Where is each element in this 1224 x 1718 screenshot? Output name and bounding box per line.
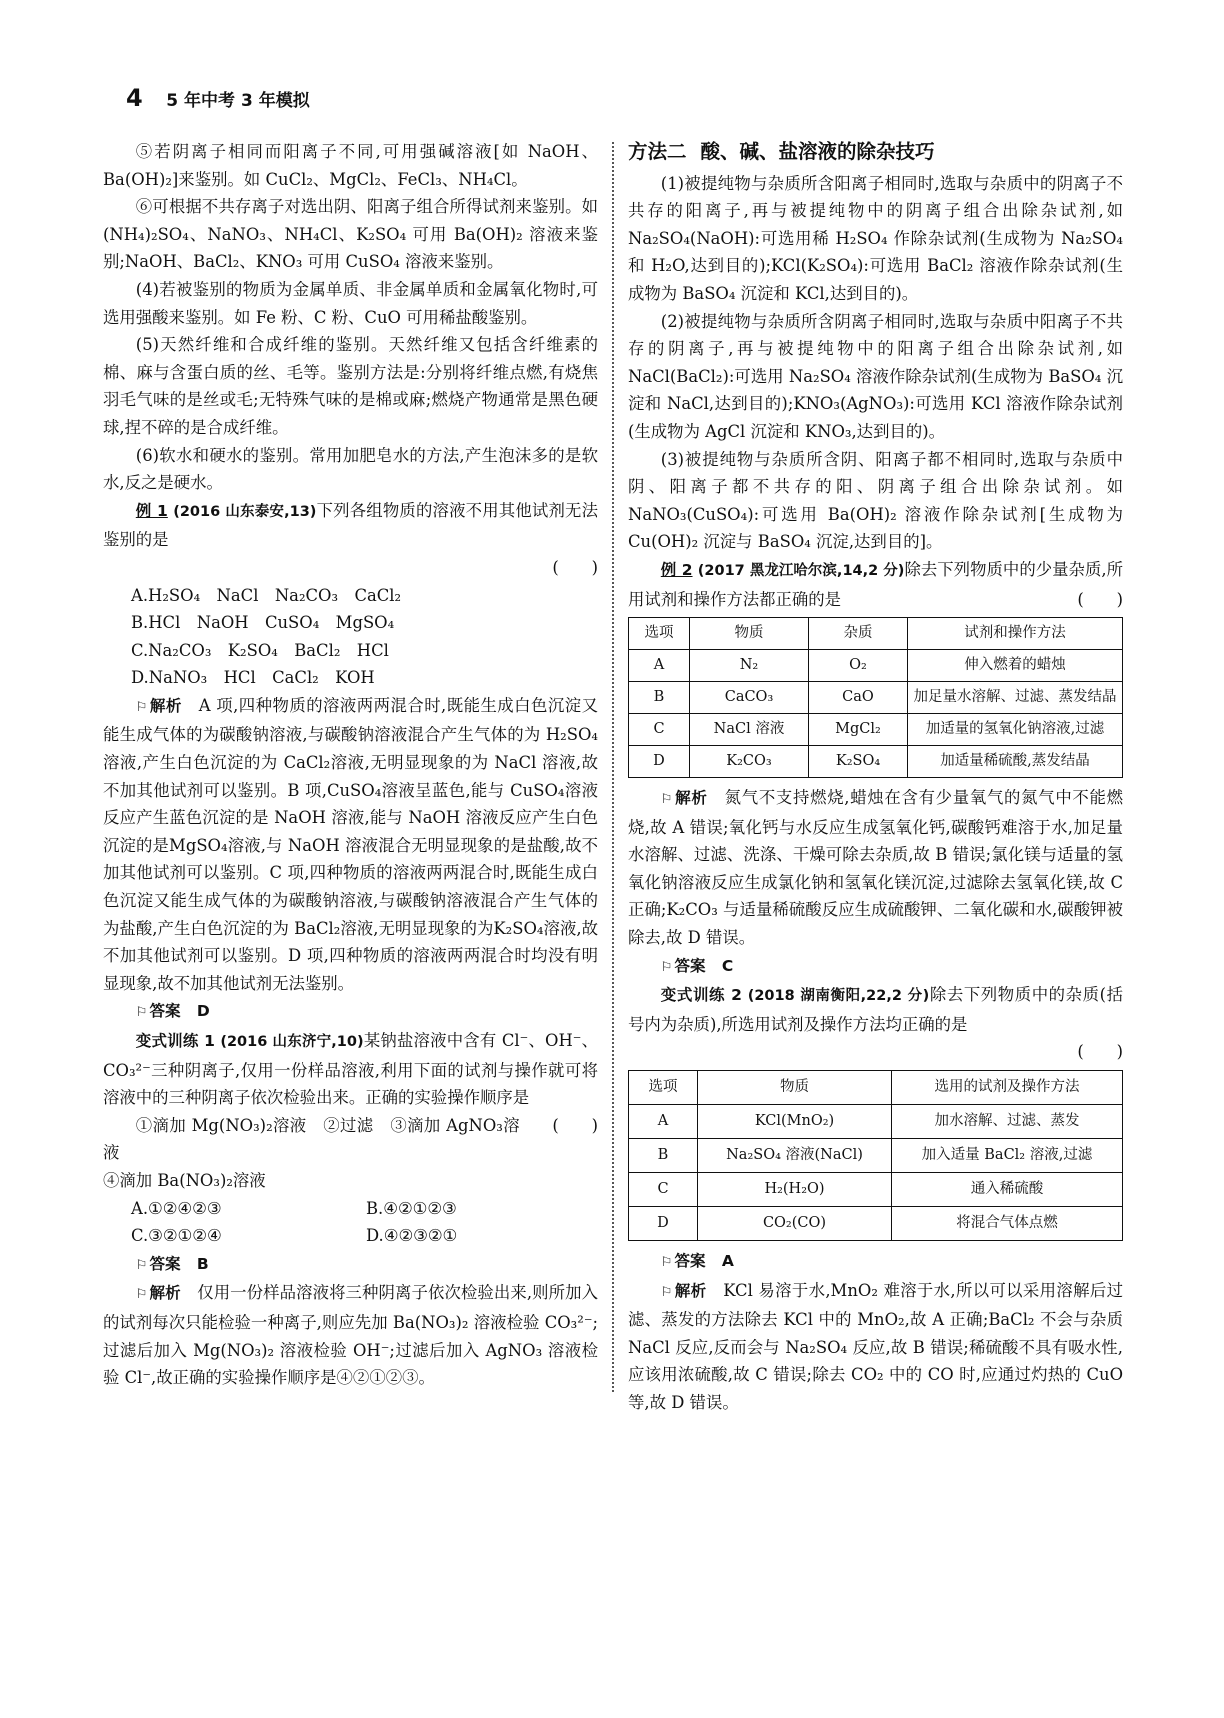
analysis-text: A 项,四种物质的溶液两两混合时,既能生成白色沉淀又能生成气体的为碳酸钠溶液,与碳酸钠溶液混合产生气体的为 H₂SO₄溶液,产生白色沉淀的为 CaCl₂溶液,无明显现象的为 NaCl 溶液,故不加其他试剂可以鉴别。B 项,CuSO₄溶液呈蓝色,能与 CuSO₄溶液反应产生蓝色沉淀的是 NaOH 溶液,能与 NaOH 溶液反应产生白色沉淀的是MgSO₄溶液,与 NaOH 溶液混合无明显现象的是盐酸,故不加其他试剂可以鉴别。C 项,四种物质的溶液两两混合时,既能生成白色沉淀又能生成气体的为碳酸钠溶液,与碳酸钠溶液混合产生气体的为盐酸,产生白色沉淀的为 BaCl₂溶液,无明显现象的为K₂SO₄溶液,故不加其他试剂可以鉴别。D 项,四种物质的溶液两两混合时均没有明显现象,故不加其他试剂无法鉴别。: [103, 695, 598, 993]
analysis-text: KCl 易溶于水,MnO₂ 难溶于水,所以可以采用溶解后过滤、蒸发的方法除去 KCl 中的 MnO₂,故 A 正确;BaCl₂ 不会与杂质 NaCl 反应,反而会与 Na₂SO₄ 反应,故 B 错误;稀硫酸不具有吸水性,应该用浓硫酸,故 C 错误;除去 CO₂ 中的 CO 时,应通过灼热的 CuO 等,故 D 错误。: [628, 1280, 1123, 1412]
answer-paren-row: [628, 1038, 1123, 1066]
option-c: C.③②①②④: [131, 1226, 222, 1246]
answer-value: D: [196, 1002, 210, 1021]
training-2-table: [628, 1070, 1123, 1241]
analysis-label: ⚐ 解析: [661, 789, 708, 807]
table-cell: 将混合气体点燃: [892, 1207, 1123, 1241]
answer-paren: ( ): [552, 557, 598, 577]
training-2-analysis: [628, 1277, 1123, 1417]
section-heading: [628, 138, 1123, 166]
column-divider: [612, 142, 614, 1392]
table-cell: C: [629, 714, 690, 746]
example-label: 例 1: [135, 501, 168, 520]
option-a: A.①②④②③: [131, 1198, 222, 1218]
training-steps-1: ①滴加 Mg(NO₃)₂溶液 ②过滤 ③滴加 AgNO₃溶液: [103, 1115, 520, 1163]
table-row: [629, 1139, 1123, 1173]
method-title: 酸、碱、盐溶液的除杂技巧: [700, 140, 935, 163]
table-header-cell: 杂质: [809, 618, 908, 650]
page-number: 4: [126, 84, 143, 112]
example-1-stem: [103, 497, 598, 554]
table-cell: D: [629, 746, 690, 778]
table-cell: K₂CO₃: [690, 746, 809, 778]
table-cell: KCl(MnO₂): [698, 1105, 892, 1139]
paragraph: (6)软水和硬水的鉴别。常用加肥皂水的方法,产生泡沫多的是软水,反之是硬水。: [103, 445, 598, 493]
table-cell: B: [629, 682, 690, 714]
table-row: [629, 650, 1123, 682]
table-cell: H₂(H₂O): [698, 1173, 892, 1207]
table-header-cell: 选用的试剂及操作方法: [892, 1071, 1123, 1105]
table-cell: CaCO₃: [690, 682, 809, 714]
options-row: [103, 1222, 598, 1250]
training-question: 除去下列物质中的杂质(括号内为杂质),所选用试剂及操作方法均正确的是: [628, 985, 1123, 1034]
analysis-text: 仅用一份样品溶液将三种阴离子依次检验出来,则所加入的试剂每次只能检验一种离子,则应先加 Ba(NO₃)₂ 溶液检验 CO₃²⁻;过滤后加入 Mg(NO₃)₂ 溶液检验 OH⁻;过滤后加入 AgNO₃ 溶液检验 Cl⁻,故正确的实验操作顺序是④②①②③。: [103, 1283, 598, 1388]
table-header-cell: 选项: [629, 1071, 698, 1105]
answer-paren-row: [103, 554, 598, 582]
answer-value: B: [196, 1254, 209, 1273]
training-1-answer: [103, 1250, 598, 1280]
paragraph: (3)被提纯物与杂质所含阴、阳离子都不相同时,选取与杂质中阴、阳离子都不共存的阳、阴离子组合出除杂试剂。如 NaNO₃(CuSO₄):可选用 Ba(OH)₂ 溶液作除杂试剂[生成物为 Cu(OH)₂ 沉淀与 BaSO₄ 沉淀,达到目的]。: [628, 449, 1123, 552]
analysis-label: ⚐ 解析: [661, 1282, 707, 1300]
answer-value: C: [721, 956, 734, 975]
example-2-table: [628, 617, 1123, 778]
table-cell: 加足量水溶解、过滤、蒸发结晶: [908, 682, 1123, 714]
table-row: [629, 714, 1123, 746]
analysis-label: ⚐ 解析: [136, 697, 182, 715]
paragraph: ⑥可根据不共存离子对选出阴、阳离子组合所得试剂来鉴别。如(NH₄)₂SO₄、NaNO₃、NH₄Cl、K₂SO₄ 可用 Ba(OH)₂ 溶液来鉴别;NaOH、BaCl₂、KNO₃ 可用 CuSO₄ 溶液来鉴别。: [103, 197, 598, 272]
answer-paren: ( ): [1077, 1042, 1123, 1062]
table-cell: 伸入燃着的蜡烛: [908, 650, 1123, 682]
table-cell: CO₂(CO): [698, 1207, 892, 1241]
table-cell: A: [629, 1105, 698, 1139]
example-2-stem: [628, 556, 1123, 613]
page-header: [126, 84, 310, 112]
table-cell: Na₂SO₄ 溶液(NaCl): [698, 1139, 892, 1173]
training-2-stem: [628, 981, 1123, 1038]
table-cell: C: [629, 1173, 698, 1207]
option-c: C.Na₂CO₃ K₂SO₄ BaCl₂ HCl: [131, 640, 389, 660]
paragraph: (1)被提纯物与杂质所含阳离子相同时,选取与杂质中的阴离子不共存的阳离子,再与被提纯物中的阴离子组合出除杂试剂,如 Na₂SO₄(NaOH):可选用稀 H₂SO₄ 作除杂试剂(生成物为 Na₂SO₄ 和 H₂O,达到目的);KCl(K₂SO₄):可选用 BaCl₂ 溶液作除杂试剂(生成物为 BaSO₄ 沉淀和 KCl,达到目的)。: [628, 173, 1123, 303]
table-cell: MgCl₂: [809, 714, 908, 746]
example-label: 例 2: [660, 560, 693, 579]
table-header-cell: 物质: [690, 618, 809, 650]
method-label: 方法二: [628, 140, 687, 163]
analysis-text: 氮气不支持燃烧,蜡烛在含有少量氧气的氮气中不能燃烧,故 A 错误;氧化钙与水反应生成氢氧化钙,碳酸钙难溶于水,加足量水溶解、过滤、洗涤、干燥可除去杂质,故 B 错误;氯化镁与适量的氢氧化钠溶液反应生成氯化钠和氢氧化镁沉淀,过滤除去氢氧化镁,故 C 正确;K₂CO₃ 与适量稀硫酸反应生成硫酸钾、二氧化碳和水,碳酸钾被除去,故 D 错误。: [628, 788, 1123, 948]
example-1-analysis: [103, 692, 598, 998]
table-row: [629, 746, 1123, 778]
option-d: D.④②③②①: [366, 1226, 458, 1246]
option-b: B.HCl NaOH CuSO₄ MgSO₄: [131, 613, 395, 633]
book-title: 5 年中考 3 年模拟: [166, 91, 310, 111]
training-source: (2016 山东济宁,10): [220, 1034, 364, 1050]
options-row: [103, 1195, 598, 1223]
table-cell: 加适量的氢氧化钠溶液,过滤: [908, 714, 1123, 746]
left-column: [103, 138, 598, 1392]
example-question: 下列各组物质的溶液不用其他试剂无法鉴别的是: [103, 500, 598, 550]
paragraph: (4)若被鉴别的物质为金属单质、非金属单质和金属氧化物时,可选用强酸来鉴别。如 Fe 粉、C 粉、CuO 可用稀盐酸鉴别。: [103, 279, 598, 327]
example-source: (2016 山东泰安,13): [173, 503, 317, 520]
table-row: [629, 1207, 1123, 1241]
training-question: 某钠盐溶液中含有 Cl⁻、OH⁻、CO₃²⁻三种阴离子,仅用一份样品溶液,利用下面的试剂与操作就可将溶液中的三种阴离子依次检验出来。正确的实验操作顺序是: [103, 1031, 598, 1108]
table-cell: N₂: [690, 650, 809, 682]
example-2-answer: [628, 952, 1123, 982]
table-cell: 通入稀硫酸: [892, 1173, 1123, 1207]
paragraph: (2)被提纯物与杂质所含阴离子相同时,选取与杂质中阳离子不共存的阴离子,再与被提纯物中的阳离子组合出除杂试剂,如 NaCl(BaCl₂):可选用 Na₂SO₄ 溶液作除杂试剂(生成物为 BaSO₄ 沉淀和 NaCl,达到目的);KNO₃(AgNO₃):可选用 KCl 溶液作除杂试剂(生成物为 AgCl 沉淀和 KNO₃,达到目的)。: [628, 311, 1123, 441]
option-a: A.H₂SO₄ NaCl Na₂CO₃ CaCl₂: [131, 585, 402, 605]
answer-label: ⚐ 答案: [661, 1252, 706, 1270]
example-2-analysis: [628, 784, 1123, 952]
training-label: 变式训练 2: [660, 986, 742, 1005]
table-header-cell: 选项: [629, 618, 690, 650]
table-header-row: [629, 1071, 1123, 1105]
paragraph: ⑤若阴离子相同而阳离子不同,可用强碱溶液[如 NaOH、Ba(OH)₂]来鉴别。如 CuCl₂、MgCl₂、FeCl₃、NH₄Cl。: [103, 142, 598, 189]
example-source: (2017 黑龙江哈尔滨,14,2 分): [697, 562, 905, 579]
example-1-answer: [103, 997, 598, 1027]
table-header-cell: 试剂和操作方法: [908, 618, 1123, 650]
table-cell: A: [629, 650, 690, 682]
answer-paren: ( ): [552, 1115, 598, 1135]
table-row: [629, 1173, 1123, 1207]
training-source: (2018 湖南衡阳,22,2 分): [747, 988, 930, 1005]
option-d: D.NaNO₃ HCl CaCl₂ KOH: [131, 668, 375, 688]
training-label: 变式训练 1: [135, 1032, 215, 1050]
table-cell: CaO: [809, 682, 908, 714]
example-question: 除去下列物质中的少量杂质,所用试剂和操作方法都正确的是: [628, 559, 1123, 609]
training-1-stem: [103, 1027, 598, 1135]
table-header-cell: 物质: [698, 1071, 892, 1105]
table-row: [629, 1105, 1123, 1139]
answer-paren: ( ): [1077, 589, 1123, 609]
table-row: [629, 682, 1123, 714]
table-cell: 加入适量 BaCl₂ 溶液,过滤: [892, 1139, 1123, 1173]
answer-label: ⚐ 答案: [136, 1002, 181, 1020]
table-cell: 加适量稀硫酸,蒸发结晶: [908, 746, 1123, 778]
answer-value: A: [721, 1252, 734, 1271]
paragraph: (5)天然纤维和合成纤维的鉴别。天然纤维又包括含纤维素的棉、麻与含蛋白质的丝、毛等。鉴别方法是:分别将纤维点燃,有烧焦羽毛气味的是丝或毛;无特殊气味的是棉或麻;燃烧产物通常是黑色硬球,捏不碎的是合成纤维。: [103, 335, 598, 437]
table-cell: D: [629, 1207, 698, 1241]
option-b: B.④②①②③: [366, 1198, 457, 1218]
table-cell: 加水溶解、过滤、蒸发: [892, 1105, 1123, 1139]
training-2-answer: [628, 1247, 1123, 1277]
table-cell: NaCl 溶液: [690, 714, 809, 746]
table-cell: B: [629, 1139, 698, 1173]
table-header-row: [629, 618, 1123, 650]
analysis-label: ⚐ 解析: [136, 1284, 181, 1302]
training-steps-2: ④滴加 Ba(NO₃)₂溶液: [103, 1170, 266, 1190]
right-column: [628, 138, 1123, 1417]
table-cell: O₂: [809, 650, 908, 682]
training-1-analysis: [103, 1279, 598, 1391]
answer-label: ⚐ 答案: [136, 1255, 181, 1273]
table-cell: K₂SO₄: [809, 746, 908, 778]
answer-label: ⚐ 答案: [661, 957, 706, 975]
